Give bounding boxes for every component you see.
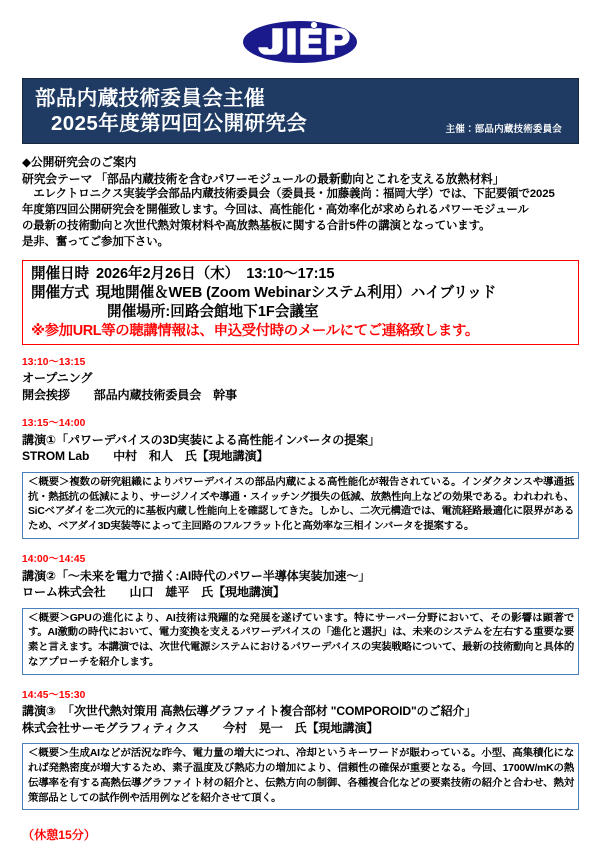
session-abstract: ＜概要＞GPUの進化により、AI技術は飛躍的な発展を遂げています。特にサーバー分野において、その影響は顕著です。AI激動の時代において、電力変換を支えるパワーデバイスの「進化と選択」は、未来のシステムを左右する重要な要素と言えます。本講演では、次世代電源システムにおけるパワーデバイスの実装戦略について、最新の技術動向と具体的なアプローチを紹介します。 xyxy=(22,608,579,675)
event-format-value: 現地開催＆WEB (Zoom Webinarシステム利用）ハイブリッド xyxy=(95,284,497,301)
break-note: （休憩15分） xyxy=(22,828,96,843)
jiep-logo-icon xyxy=(242,19,358,65)
header-banner xyxy=(22,78,579,144)
program-session xyxy=(22,689,579,811)
session-abstract: ＜概要＞生成AIなどが活況な昨今、電力量の増大につれ、冷却というキーワードが賑わっている。小型、高集積化になれば発熱密度が増大するため、素子温度及び熱応力の増加により、信頼性の確保が重要となる。今回、1700W/mKの熱伝導率を有する高熱伝導グラファイト材の紹介と、伝熱方向の制御、各種複合化などの要素技術の紹介と合わせ、熱対策部品としての試作例や活用例などを紹介させて頂く。 xyxy=(22,743,579,810)
intro-body-line3: の最新の技術動向と次世代熱対策材料や高放熱基板に関する合計5件の講演となっています。 xyxy=(22,219,491,232)
session-abstract: ＜概要＞複数の研究組織によりパワーデバイスの部品内蔵による高性能化が報告されている。インダクタンスや導通抵抗・熱抵抗の低減により、サージノイズや導通・スイッチング損失の低減、放熱性向上などの効果である。われわれも、SiCベアダイを二次元的に基板内蔵し性能向上を確認してきた。しかし、二次元構造では、電流経路最適化に限界があるため、ベアダイ3D実装等によって主回路のフルフラット化と高効率な三相インバータを提案する。 xyxy=(22,472,579,539)
header-title-line2: 2025年度第四回公開研究会 xyxy=(51,112,308,135)
event-format-label: 開催方式 xyxy=(31,284,89,301)
session-spacer xyxy=(22,675,579,689)
session-speaker: 開会挨拶 部品内蔵技術委員会 幹事 xyxy=(22,387,237,402)
program-session xyxy=(22,356,579,404)
event-venue-label: 開催場所: xyxy=(107,303,171,320)
intro-body-line4: 是非、奮ってご参加下さい。 xyxy=(22,235,169,248)
session-title: オープニング xyxy=(22,371,93,386)
session-title: 講演②「〜未来を電力で描く:AI時代のパワー半導体実装加速〜」 xyxy=(22,568,371,583)
event-venue-value: 回路会館地下1F会議室 xyxy=(170,303,319,320)
session-speaker: 株式会社サーモグラフィティクス 今村 晃一 氏【現地講演】 xyxy=(22,720,379,735)
program-session xyxy=(22,417,579,539)
intro-heading: ◆公開研究会のご案内 xyxy=(22,155,137,169)
session-spacer xyxy=(22,539,579,553)
event-url-note: ※参加URL等の聴講情報は、申込受付時のメールにてご連絡致します。 xyxy=(31,322,479,339)
event-format-row xyxy=(31,284,572,303)
jiep-logo-area xyxy=(0,0,600,78)
header-title-line1: 部品内蔵技術委員会主催 xyxy=(35,87,265,110)
session-spacer xyxy=(22,403,579,417)
event-date-value: 2026年2月26日（木） 13:10〜17:15 xyxy=(95,265,335,282)
program-session xyxy=(22,553,579,675)
session-time: 13:15〜14:00 xyxy=(22,418,86,430)
event-date-row xyxy=(31,265,572,284)
intro-block xyxy=(22,154,579,251)
program-list xyxy=(22,356,579,844)
session-time: 13:10〜13:15 xyxy=(22,356,86,368)
session-speaker: STROM Lab 中村 和人 氏【現地講演】 xyxy=(22,449,269,464)
intro-body-line1: エレクトロニクス実装学会部品内蔵技術委員会（委員長・加藤義尚：福岡大学）では、下記要領で2025 xyxy=(22,188,555,201)
session-time: 14:45〜15:30 xyxy=(22,689,86,701)
event-venue-row xyxy=(31,303,572,322)
document-content xyxy=(0,154,600,843)
intro-body-line2: 年度第四回公開研究会を開催致します。今回は、高性能化・高効率化が求められるパワーモジュール xyxy=(22,204,529,216)
session-speaker: ローム株式会社 山口 雄平 氏【現地講演】 xyxy=(22,585,285,600)
intro-theme: 研究会テーマ 「部品内蔵技術を含むパワーモジュールの最新動向とこれを支える放熱材料」 xyxy=(22,171,505,186)
header-organizer: 主催：部品内蔵技術委員会 xyxy=(445,124,562,135)
event-details-box xyxy=(22,260,579,345)
session-title: 講演①「パワーデバイスの3D実装による高性能インバータの提案」 xyxy=(22,432,380,447)
session-time: 14:00〜14:45 xyxy=(22,553,86,565)
session-title: 講演③ 「次世代熱対策用 高熱伝導グラファイト複合部材 "COMPOROID"のご紹介」 xyxy=(22,704,477,719)
event-date-label: 開催日時 xyxy=(31,265,89,282)
